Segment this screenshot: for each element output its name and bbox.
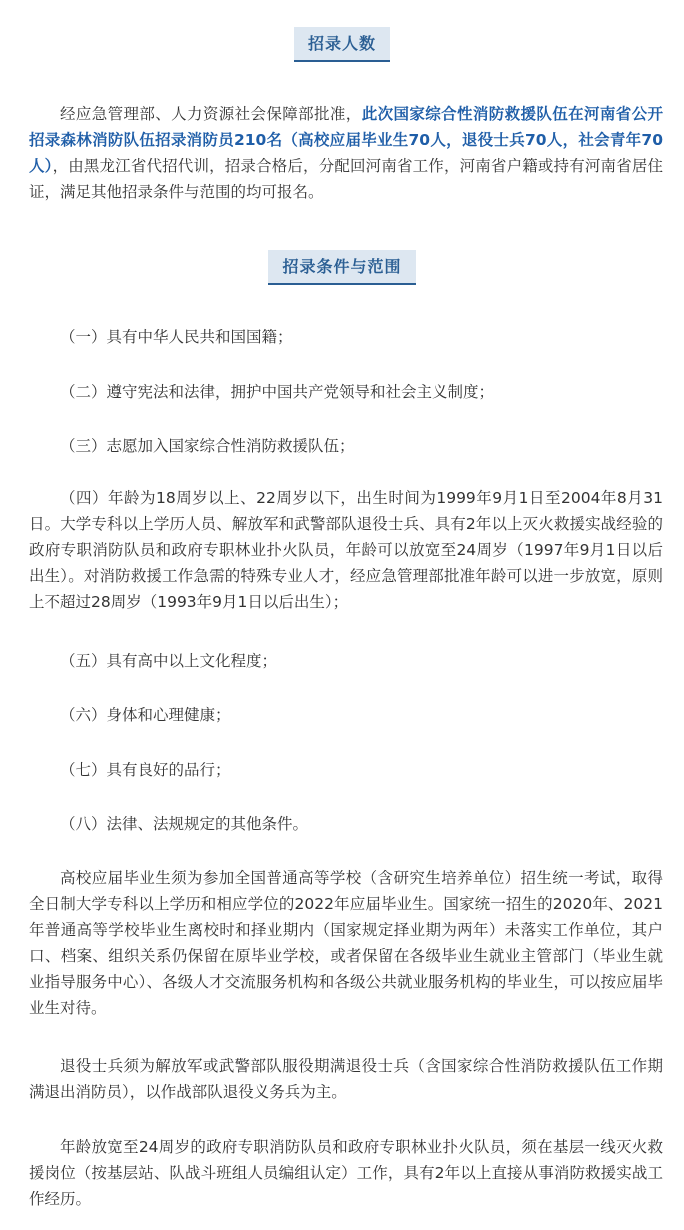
condition-item: （八）法律、法规规定的其他条件。 [60,815,309,833]
condition-item: （一）具有中华人民共和国国籍； [60,328,293,346]
intro-prefix: 经应急管理部、人力资源社会保障部批准， [60,105,362,123]
condition-item: （二）遵守宪法和法律，拥护中国共产党领导和社会主义制度； [60,383,495,401]
headcount-title: 招录人数 [294,27,390,62]
condition-item: （六）身体和心理健康； [60,706,231,724]
condition-item: （四）年龄为18周岁以上、22周岁以下，出生时间为1999年9月1日至2004年8月31日。大学专科以上学历人员、解放军和武警部队退役士兵、具有2年以上灭火救援实战经验的政府专职消防队员和政府专职林业扑火队员，年龄可以放宽至24周岁（1997年9月1日以后出生）。对消防救援工作急需的特殊专业人才，经应急管理部批准年龄可以进一步放宽，原则上不超过28周岁（1993年9月1日以后出生）； [29,489,663,611]
graduates-note: 高校应届毕业生须为参加全国普通高等学校（含研究生培养单位）招生统一考试，取得全日制大学专科以上学历和相应学位的2022年应届毕业生。国家统一招生的2020年、2021年普通高等学校毕业生离校时和择业期内（国家规定择业期为两年）未落实工作单位，其户口、档案、组织关系仍保留在原毕业学校，或者保留在各级毕业生就业主管部门（毕业生就业指导服务中心）、各级人才交流服务机构和各级公共就业服务机构的毕业生，可以按应届毕业生对待。 [29,869,663,1017]
conditions-title: 招录条件与范围 [268,250,415,285]
conditions-section-header [0,250,684,285]
condition-item: （七）具有良好的品行； [60,761,231,779]
headcount-section-header [0,27,684,62]
intro-paragraph [29,101,663,205]
firefighters-note: 年龄放宽至24周岁的政府专职消防队员和政府专职林业扑火队员，须在基层一线灭火救援岗位（按基层站、队战斗班组人员编组认定）工作，具有2年以上直接从事消防救援实战工作经历。 [29,1138,663,1208]
condition-item: （五）具有高中以上文化程度； [60,652,278,670]
intro-highlight: 此次国家综合性消防救援队伍在河南省公开招录森林消防队伍招录消防员210名（高校应届毕业生70人，退役士兵70人，社会青年70人） [29,105,663,175]
condition-item: （三）志愿加入国家综合性消防救援队伍； [60,437,355,455]
veterans-note: 退役士兵须为解放军或武警部队服役期满退役士兵（含国家综合性消防救援队伍工作期满退出消防员），以作战部队退役义务兵为主。 [29,1057,663,1101]
intro-suffix: ，由黑龙江省代招代训，招录合格后，分配回河南省工作，河南省户籍或持有河南省居住证，满足其他招录条件与范围的均可报名。 [29,157,663,201]
